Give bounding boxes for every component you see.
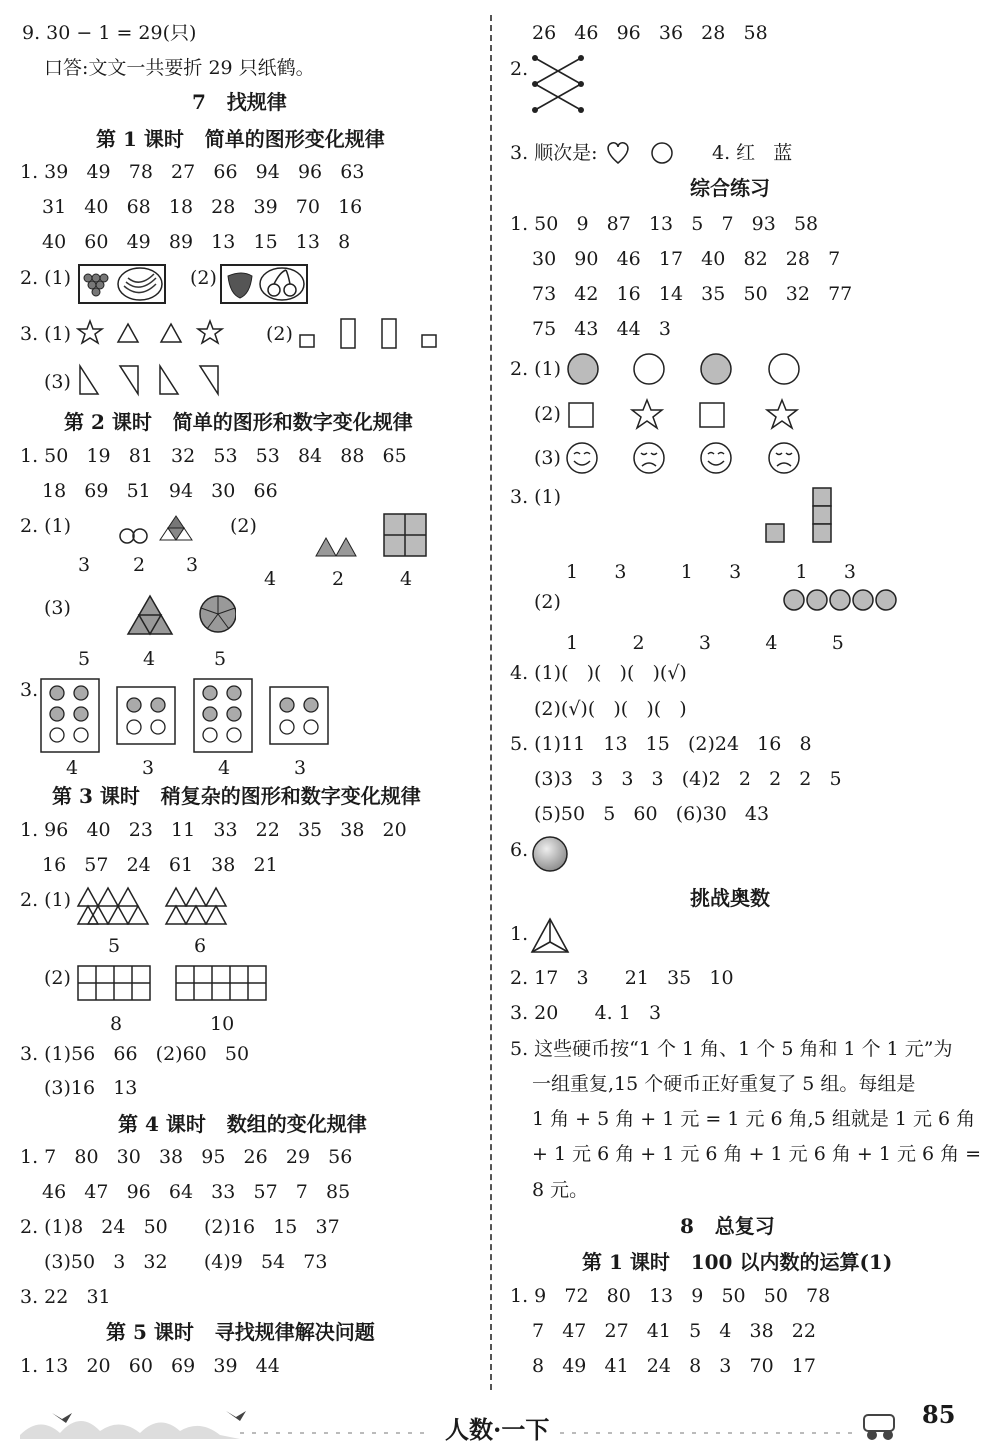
answer-line: 一组重复,15 个硬币正好重复了 5 组。每组是 xyxy=(532,1073,916,1095)
star-triangle-sequence-icon xyxy=(76,318,236,348)
answer-line: 3. 22 31 xyxy=(20,1286,111,1308)
strawberry-cherry-box-icon xyxy=(220,264,308,304)
figure-number: 5 xyxy=(214,648,227,670)
answer-line: 46 47 96 64 33 57 7 85 xyxy=(42,1181,351,1203)
figure-number: 8 xyxy=(110,1013,123,1035)
question-label: (2) xyxy=(44,967,71,989)
answer-line: 7 47 27 41 5 4 38 22 xyxy=(532,1320,816,1342)
question-label: (2) xyxy=(230,515,257,537)
triangle-stack-icon xyxy=(76,884,236,930)
grid-rectangles-icon xyxy=(76,964,270,1002)
five-circles-icon xyxy=(782,586,902,614)
answer-line: 1 角 + 5 角 + 1 元 = 1 元 6 角,5 组就是 1 元 6 角 xyxy=(532,1108,976,1130)
figure-number: 2 xyxy=(133,554,146,576)
answer-line: 5. (1)11 13 15 (2)24 16 8 xyxy=(510,733,812,755)
butterfly-icon xyxy=(52,1413,72,1423)
figure-number: 4 xyxy=(264,568,277,590)
figure-number: 4 xyxy=(400,568,413,590)
figure-number: 5 xyxy=(78,648,91,670)
pyramid-triangle-icon xyxy=(530,916,572,956)
question-label: 6. xyxy=(510,839,529,861)
lesson-title: 第 5 课时 寻找规律解决问题 xyxy=(106,1320,375,1344)
answer-line: 75 43 44 3 xyxy=(532,318,671,340)
answer-line: 8 元。 xyxy=(532,1179,589,1201)
figure-number: 10 xyxy=(210,1013,235,1035)
answer-line: 1. 50 19 81 32 53 53 84 88 65 xyxy=(20,445,407,467)
answer-line: 4. 红 蓝 xyxy=(712,142,793,164)
answer-line: 1. 9 72 80 13 9 50 50 78 xyxy=(510,1285,831,1307)
lesson-title: 第 2 课时 简单的图形和数字变化规律 xyxy=(64,410,413,434)
answer-line: 1. 39 49 78 27 66 94 96 63 xyxy=(20,161,365,183)
question-label: 2. xyxy=(510,58,529,80)
triangles-and-grid-icon xyxy=(314,512,434,560)
answer-line: (3)50 3 32 (4)9 54 73 xyxy=(44,1251,328,1273)
lesson-title: 第 4 课时 数组的变化规律 xyxy=(118,1112,367,1136)
answer-line: 口答:文文一共要折 29 只纸鹤。 xyxy=(44,57,315,79)
square-star-sequence-icon xyxy=(564,398,804,432)
circle-sequence-icon xyxy=(564,352,804,388)
answer-line: 9. 30 − 1 = 29(只) xyxy=(22,22,197,44)
book-title: 人数·一下 xyxy=(445,1415,550,1444)
answer-line: (3)3 3 3 3 (4)2 2 2 2 5 xyxy=(534,768,842,790)
figure-numbers: 1 3 1 3 1 3 xyxy=(566,561,856,583)
question-label: 1. xyxy=(510,923,529,945)
triangle-circle-division-icon xyxy=(126,594,236,638)
question-label: (3) xyxy=(534,447,561,469)
answer-line: 16 57 24 61 38 21 xyxy=(42,854,278,876)
answer-line: 4. (1)( )( )( )(√) xyxy=(510,662,687,684)
section-title: 综合练习 xyxy=(690,176,770,200)
figure-number: 6 xyxy=(194,935,207,957)
answer-line: 1. 96 40 23 11 33 22 35 38 20 xyxy=(20,819,407,841)
answer-line: 73 42 16 14 35 50 32 77 xyxy=(532,283,853,305)
grape-banana-box-icon xyxy=(78,264,166,304)
question-label: 2. (1) xyxy=(20,267,72,289)
section-title: 挑战奥数 xyxy=(690,886,770,910)
figure-number: 3 xyxy=(142,757,155,779)
figure-number: 4 xyxy=(143,648,156,670)
question-label: 2. (1) xyxy=(510,358,562,380)
heart-circle-icon xyxy=(604,139,684,167)
question-label: (3) xyxy=(44,371,71,393)
lesson-title: 第 1 课时 简单的图形变化规律 xyxy=(96,127,385,151)
figure-number: 3 xyxy=(294,757,307,779)
figure-number: 5 xyxy=(108,935,121,957)
column-divider xyxy=(490,15,492,1390)
answer-line: (3)16 13 xyxy=(44,1077,138,1099)
square-stack-icon xyxy=(760,484,840,546)
lesson-title: 第 1 课时 100 以内数的运算(1) xyxy=(582,1250,893,1274)
question-label: 3. (1) xyxy=(510,486,562,508)
right-triangle-sequence-icon xyxy=(76,362,226,398)
answer-line: 40 60 49 89 13 15 13 8 xyxy=(42,231,351,253)
rectangle-sequence-icon xyxy=(298,316,443,352)
matching-lines-icon xyxy=(530,52,586,116)
page-number: 85 xyxy=(922,1400,956,1429)
smiley-sad-sequence-icon xyxy=(564,440,804,476)
question-label: (2) xyxy=(266,323,293,345)
circle-triangle-pattern-icon xyxy=(116,512,216,548)
question-label: (2) xyxy=(534,403,561,425)
answer-line: 1. 13 20 60 69 39 44 xyxy=(20,1355,280,1377)
answer-line: 2. (1)8 24 50 (2)16 15 37 xyxy=(20,1216,340,1238)
answer-line: (5)50 5 60 (6)30 43 xyxy=(534,803,770,825)
figure-number: 4 xyxy=(218,757,231,779)
answer-line: 1. 50 9 87 13 5 7 93 58 xyxy=(510,213,819,235)
answer-line: 5. 这些硬币按“1 个 1 角、1 个 5 角和 1 个 1 元”为 xyxy=(510,1038,953,1060)
question-label: 2. (1) xyxy=(20,889,72,911)
answer-line: 3. 顺次是: xyxy=(510,142,598,164)
lesson-title: 第 3 课时 稍复杂的图形和数字变化规律 xyxy=(52,784,421,808)
dot-boxes-icon xyxy=(40,678,330,754)
figure-number: 4 xyxy=(66,757,79,779)
answer-line: + 1 元 6 角 + 1 元 6 角 + 1 元 6 角 + 1 元 6 角 = xyxy=(532,1143,982,1165)
shaded-circle-icon xyxy=(530,834,570,874)
figure-number: 2 xyxy=(332,568,345,590)
answer-line: 3. 20 4. 1 3 xyxy=(510,1002,662,1024)
question-label: 2. (1) xyxy=(20,515,72,537)
question-label: (3) xyxy=(44,597,71,619)
answer-line: 2. 17 3 21 35 10 xyxy=(510,967,734,989)
answer-line: 3. (1)56 66 (2)60 50 xyxy=(20,1043,250,1065)
answer-line: 1. 7 80 30 38 95 26 29 56 xyxy=(20,1146,353,1168)
question-label: 3. (1) xyxy=(20,323,72,345)
figure-number: 3 xyxy=(78,554,91,576)
question-label: (2) xyxy=(190,267,217,289)
answer-line: 30 90 46 17 40 82 28 7 xyxy=(532,248,841,270)
answer-line: 18 69 51 94 30 66 xyxy=(42,480,278,502)
answer-line: 26 46 96 36 28 58 xyxy=(532,22,768,44)
question-label: (2) xyxy=(534,591,561,613)
answer-line: (2)(√)( )( )( ) xyxy=(534,698,687,720)
answer-line: 31 40 68 18 28 39 70 16 xyxy=(42,196,363,218)
figure-number: 3 xyxy=(186,554,199,576)
chapter-title: 8 总复习 xyxy=(680,1214,775,1238)
figure-numbers: 1 2 3 4 5 xyxy=(566,632,844,654)
chapter-title: 7 找规律 xyxy=(192,90,287,114)
question-label: 3. xyxy=(20,679,39,701)
answer-line: 8 49 41 24 8 3 70 17 xyxy=(532,1355,816,1377)
